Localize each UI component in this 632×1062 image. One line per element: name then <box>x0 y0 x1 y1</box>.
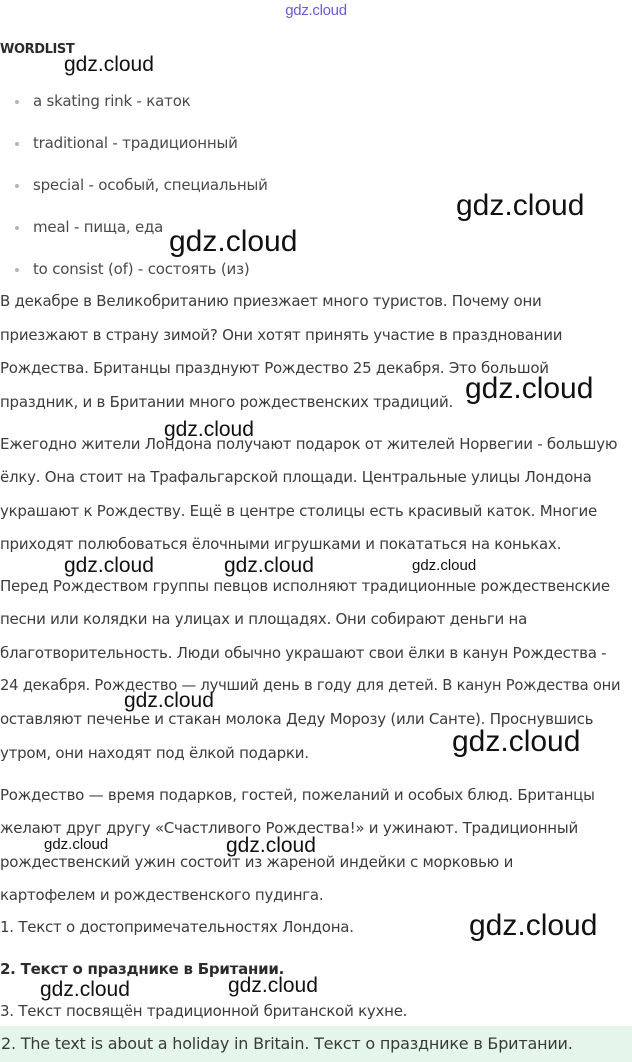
watermark-text: gdz.cloud <box>64 554 154 577</box>
watermark-text: gdz.cloud <box>452 725 581 758</box>
wordlist-item: to consist (of) - состоять (из) <box>18 260 235 278</box>
watermark-text: gdz.cloud <box>44 836 109 853</box>
answer-text: 2. The text is about a holiday in Britain. Текст о празднике в Британии. <box>1 1034 573 1053</box>
option-1: 1. Текст о достопримечательностях Лондона. <box>0 918 354 936</box>
text-line: приходят полюбоваться ёлочными игрушками и покататься на коньках. <box>0 535 562 553</box>
text-line: Рождества. Британцы празднуют Рождество 25 декабря. Это большой <box>0 359 549 377</box>
watermark-text: gdz.cloud <box>412 557 477 574</box>
wordlist-heading: WORDLIST <box>0 42 75 57</box>
watermark-text: gdz.cloud <box>226 834 316 857</box>
answer-box <box>0 1026 632 1062</box>
watermark-text: gdz.cloud <box>164 418 254 441</box>
watermark-text: gdz.cloud <box>465 372 594 405</box>
wordlist-item: a skating rink - каток <box>18 92 176 110</box>
text-line: Перед Рождеством группы певцов исполняют традиционные рождественские <box>0 577 610 595</box>
text-line: Ежегодно жители Лондона получают подарок от жителей Норвегии - большую <box>0 435 618 453</box>
text-line: приезжают в страну зимой? Они хотят принять участие в праздновании <box>0 326 563 344</box>
text-line: В декабре в Великобританию приезжает много туристов. Почему они <box>0 292 542 310</box>
watermark-text: gdz.cloud <box>40 978 130 1001</box>
text-line: песни или колядки на улицах и площадях. Они собирают деньги на <box>0 610 528 628</box>
text-line: Рождество — время подарков, гостей, пожеланий и особых блюд. Британцы <box>0 786 595 804</box>
option-2-correct: 2. Текст о празднике в Британии. <box>0 960 285 978</box>
watermark-text: gdz.cloud <box>228 974 318 997</box>
option-3: 3. Текст посвящён традиционной британской кухне. <box>0 1002 408 1020</box>
watermark-text: gdz.cloud <box>169 225 298 258</box>
watermark-text: gdz.cloud <box>456 189 585 222</box>
text-line: праздник, и в Британии много рождественских традиций. <box>0 393 454 411</box>
watermark-text: gdz.cloud <box>124 689 214 712</box>
site-logo-text: gdz.cloud <box>285 2 347 19</box>
text-line: рождественский ужин состоит из жареной индейки с морковью и <box>0 853 514 871</box>
wordlist-item: special - особый, специальный <box>18 176 253 194</box>
text-line: оставляют печенье и стакан молока Деду Морозу (или Санте). Проснувшись <box>0 710 594 728</box>
text-line: 24 декабря. Рождество — лучший день в году для детей. В канун Рождества они <box>0 677 621 694</box>
text-line: благотворительность. Люди обычно украшают свои ёлки в канун Рождества - <box>0 644 607 662</box>
wordlist-item: meal - пища, еда <box>18 218 148 236</box>
text-line: украшают к Рождеству. Ещё в центре столицы есть красивый каток. Многие <box>0 502 597 520</box>
text-line: утром, они находят под ёлкой подарки. <box>0 744 309 762</box>
wordlist-item: traditional - традиционный <box>18 134 223 152</box>
text-line: картофелем и рождественского пудинга. <box>0 886 324 904</box>
watermark-text: gdz.cloud <box>224 554 314 577</box>
watermark-text: gdz.cloud <box>469 909 598 942</box>
text-line: ёлку. Она стоит на Трафальгарской площади. Центральные улицы Лондона <box>0 468 592 486</box>
text-line: желают друг другу «Счастливого Рождества!» и ужинают. Традиционный <box>0 819 578 837</box>
watermark-text: gdz.cloud <box>64 53 154 76</box>
